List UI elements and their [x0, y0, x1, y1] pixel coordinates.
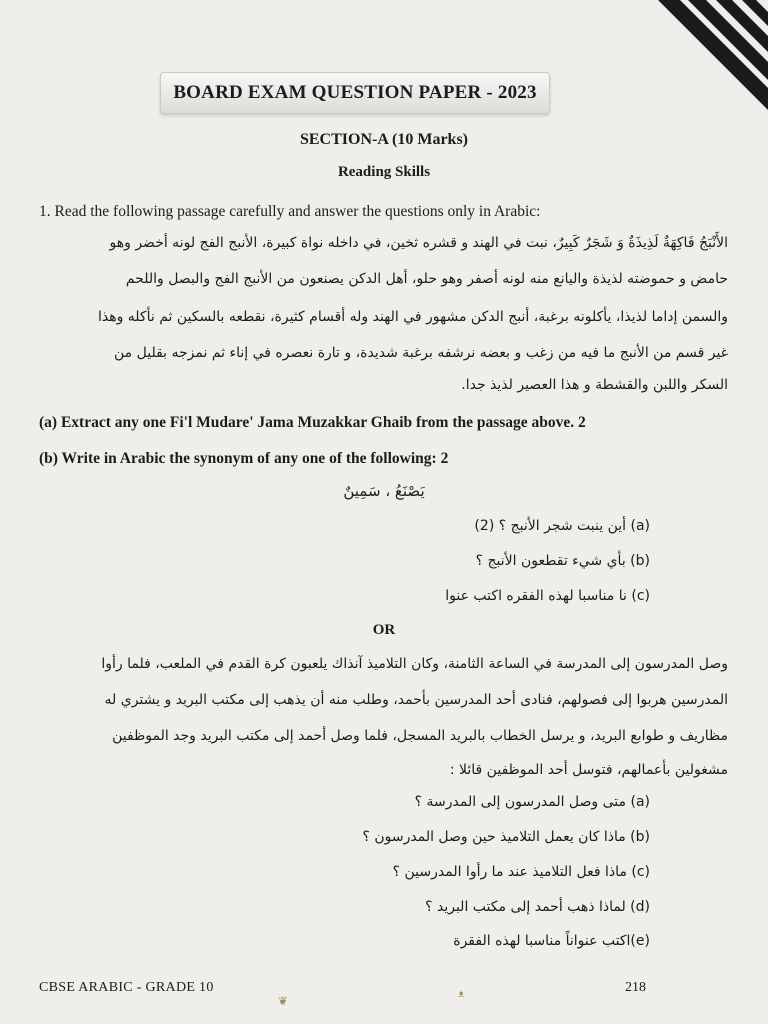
q2-question-c: (c) ماذا فعل التلاميذ عند ما رأوا المدرسين ؟ [392, 864, 650, 880]
q1-question-b: (b) بأي شيء تقطعون الأنبج ؟ [475, 553, 650, 569]
q2-question-e: (e)اكتب عنواناً مناسبا لهذه الفقرة [453, 933, 650, 949]
q1-passage-line: حامض و حموضته لذيذة واليانع منه لونه أصفر وهو حلو، أهل الدكن يصنعون من الأنبج الفج والبصل واللحم [125, 271, 728, 287]
q2-passage-line: مشغولين بأعمالهم، فتوسل أحد الموظفين قائلا : [449, 762, 728, 778]
q1-question-c: (c) نا مناسبا لهذه الفقره اكتب عنوا [445, 588, 650, 604]
q2-question-d: (d) لماذا ذهب أحمد إلى مكتب البريد ؟ [425, 899, 650, 915]
q2-passage-line: وصل المدرسون إلى المدرسة في الساعة الثامنة، وكان التلاميذ آنذاك يلعبون كرة القدم في الملعب، فلما رأوا [101, 656, 728, 672]
q2-question-b: (b) ماذا كان يعمل التلاميذ حين وصل المدرسون ؟ [362, 829, 650, 845]
q1-passage-line: غير قسم من الأنبج ما فيه من زغب و بعضه نرشفه برغبة شديدة، و تارة نعصره في إناء ثم نمزجه بقليل من [114, 345, 728, 361]
q1-passage-line: والسمن إداما لذيذا، يأكلونه برغبة، أنبج الدكن مشهور في الهند وله أقسام كثيرة، نقطعه بالسكين ثم نأكله وهذا [97, 309, 728, 325]
paper-speck: ᴥ [458, 986, 465, 1000]
q1-part-b: (b) Write in Arabic the synonym of any one of the following: 2 [39, 450, 449, 467]
exam-title-banner [160, 72, 550, 114]
q1-question-a: (a) أين ينبت شجر الأنبج ؟ (2) [474, 518, 650, 534]
section-title: SECTION-A (10 Marks) [299, 131, 468, 148]
footer-subject: CBSE ARABIC - GRADE 10 [39, 980, 214, 995]
page-number: 218 [625, 980, 646, 995]
q2-passage-line: مظاريف و طوابع البريد، و يرسل الخطاب بالبريد المسجل، فلما وصل أحمد إلى مكتب البريد وجد الموظفين [112, 728, 728, 744]
synonym-words: يَصْنَعُ ، سَمِينٌ [343, 482, 425, 500]
exam-title: BOARD EXAM QUESTION PAPER - 2023 [173, 82, 537, 103]
corner-stripes-decoration [658, 0, 768, 110]
paper-speck: ❦ [278, 994, 289, 1008]
q1-passage-line: السكر واللبن والقشطة و هذا العصير لذيذ جدا. [461, 377, 728, 393]
or-divider: OR [372, 622, 396, 638]
q1-instruction: 1. Read the following passage carefully and answer the questions only in Arabic: [39, 203, 541, 220]
q1-passage-line: الأَنْبَجُ فَاكِهَةٌ لَذِيذَةٌ وَ شَجَرٌ كَبِيرٌ، نبت في الهند و قشره ثخين، في داخله نواة كبيرة، الأنبج الفج لونه أخضر وهو [109, 235, 728, 251]
q2-passage-line: المدرسين هربوا إلى فصولهم، فنادى أحد المدرسين بأحمد، وطلب منه أن يذهب إلى مكتب البريد و يشتري له [104, 692, 728, 708]
q1-part-a: (a) Extract any one Fi'l Mudare' Jama Muzakkar Ghaib from the passage above. 2 [39, 414, 586, 431]
section-subtitle: Reading Skills [337, 164, 431, 180]
q2-question-a: (a) متى وصل المدرسون إلى المدرسة ؟ [414, 794, 650, 810]
